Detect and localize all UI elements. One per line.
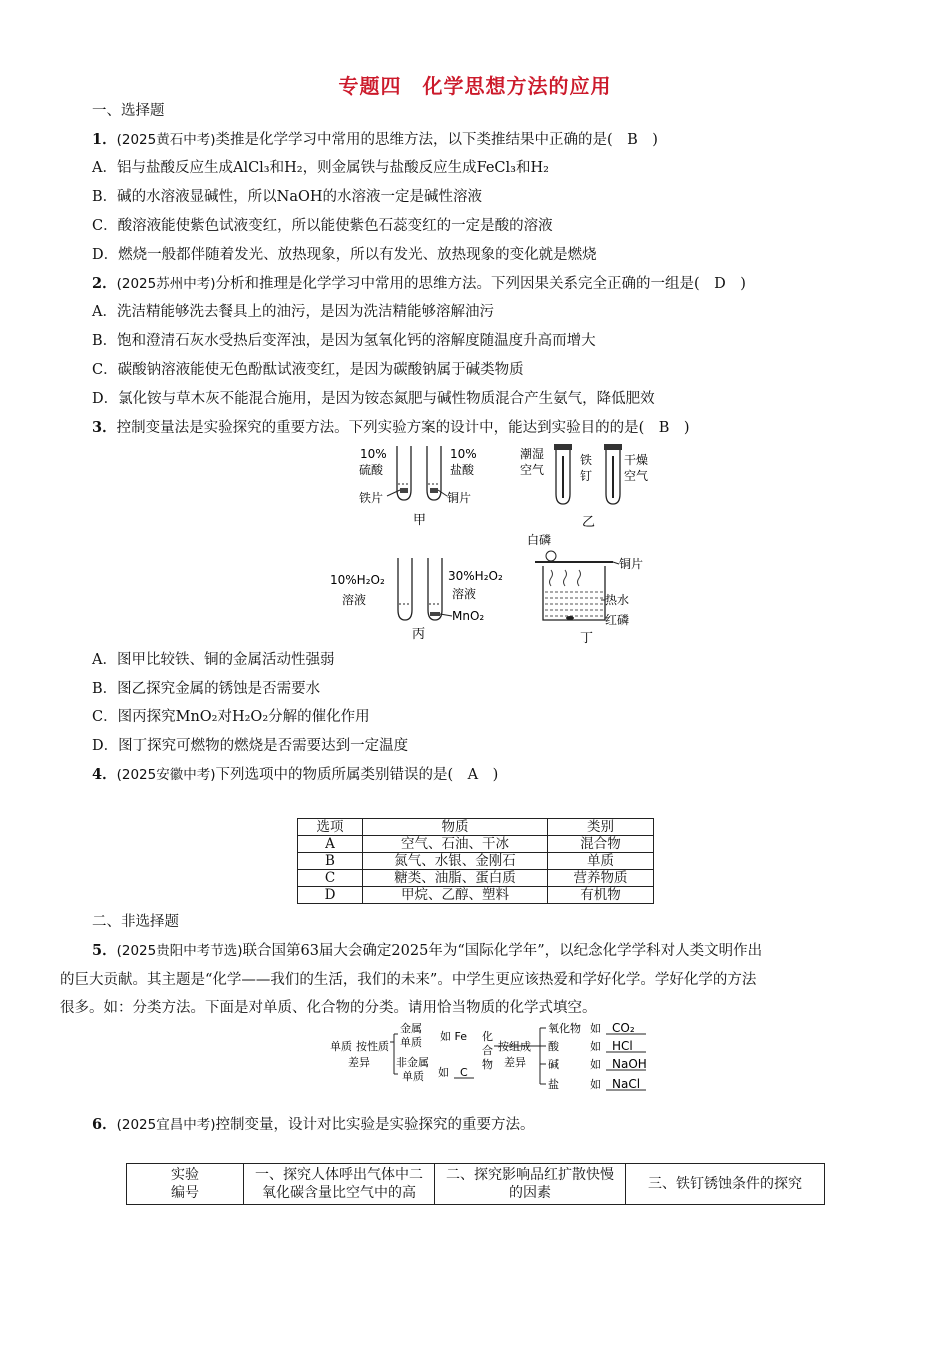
svg-text:合: 合 bbox=[482, 1044, 493, 1057]
svg-text:潮湿: 潮湿 bbox=[520, 447, 545, 461]
svg-text:10%H₂O₂: 10%H₂O₂ bbox=[330, 573, 385, 587]
figure-ding bbox=[525, 530, 655, 645]
option-a: A．洗洁精能够洗去餐具上的油污，是因为洗洁精能够溶解油污 bbox=[92, 304, 494, 320]
question-text: 控制变量法是实验探究的重要方法。下列实验方案的设计中，能达到实验目的的是( B ) bbox=[116, 420, 690, 436]
question-text: 类推是化学学习中常用的思维方法，以下类推结果中正确的是( B ) bbox=[215, 132, 658, 148]
svg-text:铁: 铁 bbox=[580, 453, 593, 467]
option-c: C．酸溶液能使紫色试液变红，所以能使紫色石蕊变红的一定是酸的溶液 bbox=[92, 218, 553, 234]
question-source: (2025安徽中考) bbox=[116, 767, 216, 783]
question-text: 分析和推理是化学学习中常用的思维方法。下列因果关系完全正确的一组是( D ) bbox=[215, 276, 746, 292]
question-5-stem bbox=[92, 941, 762, 961]
svg-text:单质: 单质 bbox=[330, 1040, 352, 1053]
question-text-line: 的巨大贡献。其主题是“化学——我们的生活，我们的未来”。中学生更应该热爱和学好化学。学好化学的方法 bbox=[60, 972, 757, 988]
svg-text:碱: 碱 bbox=[548, 1058, 559, 1071]
svg-text:如: 如 bbox=[590, 1058, 601, 1071]
figure-bing bbox=[330, 550, 520, 640]
answer-salt: NaCl bbox=[612, 1077, 641, 1091]
question-number: 1． bbox=[92, 131, 117, 148]
option-c: C．碳酸钠溶液能使无色酚酞试液变红，是因为碳酸钠属于碱类物质 bbox=[92, 362, 524, 378]
option-d: D．氯化铵与草木灰不能混合施用，是因为铵态氮肥与碱性物质混合产生氨气，降低肥效 bbox=[92, 391, 655, 407]
svg-text:如: 如 bbox=[590, 1078, 601, 1091]
table-row: D 甲烷、乙醇、塑料 有机物 bbox=[298, 887, 654, 904]
table-header-row: 实验 编号 一、探究人体呼出气体中二氧化碳含量比空气中的高 二、探究影响品红扩散快慢的因素 三、铁钉锈蚀条件的探究 bbox=[127, 1164, 825, 1205]
svg-text:空气: 空气 bbox=[624, 469, 649, 483]
svg-text:单质: 单质 bbox=[400, 1036, 422, 1049]
question-6-stem bbox=[92, 1115, 534, 1135]
svg-text:10%: 10% bbox=[450, 447, 477, 461]
question-4-stem bbox=[92, 765, 498, 785]
svg-text:如: 如 bbox=[590, 1022, 601, 1035]
page-title: 专题四 化学思想方法的应用 bbox=[338, 74, 612, 98]
svg-text:按组成: 按组成 bbox=[498, 1040, 531, 1053]
svg-text:30%H₂O₂: 30%H₂O₂ bbox=[448, 569, 503, 583]
svg-text:差异: 差异 bbox=[504, 1056, 526, 1069]
svg-text:溶液: 溶液 bbox=[452, 587, 477, 601]
question-number: 3． bbox=[92, 419, 117, 436]
section-heading: 二、非选择题 bbox=[92, 914, 179, 930]
table-row: C 糖类、油脂、蛋白质 营养物质 bbox=[298, 870, 654, 887]
answer-acid: HCl bbox=[612, 1039, 633, 1053]
figure-yi bbox=[520, 442, 660, 532]
question-text: 控制变量，设计对比实验是实验探究的重要方法。 bbox=[215, 1117, 535, 1133]
svg-text:MnO₂: MnO₂ bbox=[452, 609, 485, 623]
question-source: (2025苏州中考) bbox=[116, 276, 216, 292]
label-iron: 铁片 bbox=[359, 491, 384, 505]
svg-text:红磷: 红磷 bbox=[605, 613, 630, 627]
option-a: A．铝与盐酸反应生成AlCl₃和H₂，则金属铁与盐酸反应生成FeCl₃和H₂ bbox=[92, 160, 549, 176]
classification-table bbox=[297, 818, 654, 904]
svg-text:按性质: 按性质 bbox=[356, 1040, 389, 1053]
question-number: 2． bbox=[92, 275, 117, 292]
table-row: B 氮气、水银、金刚石 单质 bbox=[298, 853, 654, 870]
question-3-stem bbox=[92, 418, 690, 438]
svg-text:白磷: 白磷 bbox=[527, 533, 552, 547]
question-text-line: 很多。如：分类方法。下面是对单质、化合物的分类。请用恰当物质的化学式填空。 bbox=[60, 1000, 597, 1016]
experiment-table bbox=[126, 1163, 825, 1205]
label-acid-left: 10% bbox=[360, 447, 387, 461]
option-a: A．图甲比较铁、铜的金属活动性强弱 bbox=[92, 652, 335, 668]
question-number: 6． bbox=[92, 1116, 117, 1133]
question-text: 下列选项中的物质所属类别错误的是( A ) bbox=[215, 767, 499, 783]
svg-text:盐酸: 盐酸 bbox=[450, 463, 475, 477]
answer-oxide: CO₂ bbox=[612, 1021, 635, 1035]
svg-text:热水: 热水 bbox=[605, 593, 630, 607]
option-c: C．图丙探究MnO₂对H₂O₂分解的催化作用 bbox=[92, 709, 370, 725]
question-1-stem bbox=[92, 130, 658, 150]
svg-text:如: 如 bbox=[590, 1040, 601, 1053]
svg-text:物: 物 bbox=[482, 1058, 493, 1071]
question-source: (2025黄石中考) bbox=[116, 132, 216, 148]
question-number: 5． bbox=[92, 942, 117, 959]
answer-base: NaOH bbox=[612, 1057, 647, 1071]
svg-text:氧化物: 氧化物 bbox=[548, 1022, 581, 1035]
question-source: (2025贵阳中考节选) bbox=[116, 943, 243, 959]
svg-text:金属: 金属 bbox=[400, 1022, 422, 1035]
table-row: A 空气、石油、干冰 混合物 bbox=[298, 836, 654, 853]
svg-text:化: 化 bbox=[482, 1030, 493, 1043]
svg-text:溶液: 溶液 bbox=[342, 593, 367, 607]
svg-text:钉: 钉 bbox=[580, 469, 593, 483]
question-2-stem bbox=[92, 274, 746, 294]
option-d: D．图丁探究可燃物的燃烧是否需要达到一定温度 bbox=[92, 738, 409, 754]
svg-text:酸: 酸 bbox=[548, 1040, 559, 1053]
svg-text:如 Fe: 如 Fe bbox=[440, 1030, 467, 1043]
answer-c: C bbox=[460, 1066, 468, 1079]
figure-jia bbox=[355, 440, 485, 530]
svg-text:单质: 单质 bbox=[402, 1070, 424, 1083]
caption-bing: 丙 bbox=[412, 627, 426, 640]
option-b: B．图乙探究金属的锈蚀是否需要水 bbox=[92, 681, 321, 697]
svg-text:盐: 盐 bbox=[548, 1078, 559, 1091]
question-text: 联合国第63届大会确定2025年为“国际化学年”，以纪念化学学科对人类文明作出 bbox=[242, 943, 763, 959]
label-copper: 铜片 bbox=[447, 491, 472, 505]
caption-jia: 甲 bbox=[413, 513, 427, 528]
section-heading: 一、选择题 bbox=[92, 103, 165, 119]
svg-text:硫酸: 硫酸 bbox=[359, 463, 384, 477]
caption-ding: 丁 bbox=[580, 631, 594, 645]
question-source: (2025宜昌中考) bbox=[116, 1117, 216, 1133]
question-number: 4． bbox=[92, 766, 117, 783]
svg-text:铜片: 铜片 bbox=[619, 557, 644, 571]
svg-text:差异: 差异 bbox=[348, 1056, 370, 1069]
option-b: B．饱和澄清石灰水受热后变浑浊，是因为氢氧化钙的溶解度随温度升高而增大 bbox=[92, 333, 596, 349]
classification-diagram bbox=[328, 1020, 658, 1094]
svg-text:干燥: 干燥 bbox=[624, 453, 649, 467]
table-header-row: 选项 物质 类别 bbox=[298, 819, 654, 836]
option-d: D．燃烧一般都伴随着发光、放热现象，所以有发光、放热现象的变化就是燃烧 bbox=[92, 247, 597, 263]
svg-text:空气: 空气 bbox=[520, 463, 545, 477]
option-b: B．碱的水溶液显碱性，所以NaOH的水溶液一定是碱性溶液 bbox=[92, 189, 483, 205]
svg-text:非金属: 非金属 bbox=[396, 1056, 429, 1069]
caption-yi: 乙 bbox=[582, 515, 596, 530]
svg-text:如: 如 bbox=[438, 1066, 449, 1079]
